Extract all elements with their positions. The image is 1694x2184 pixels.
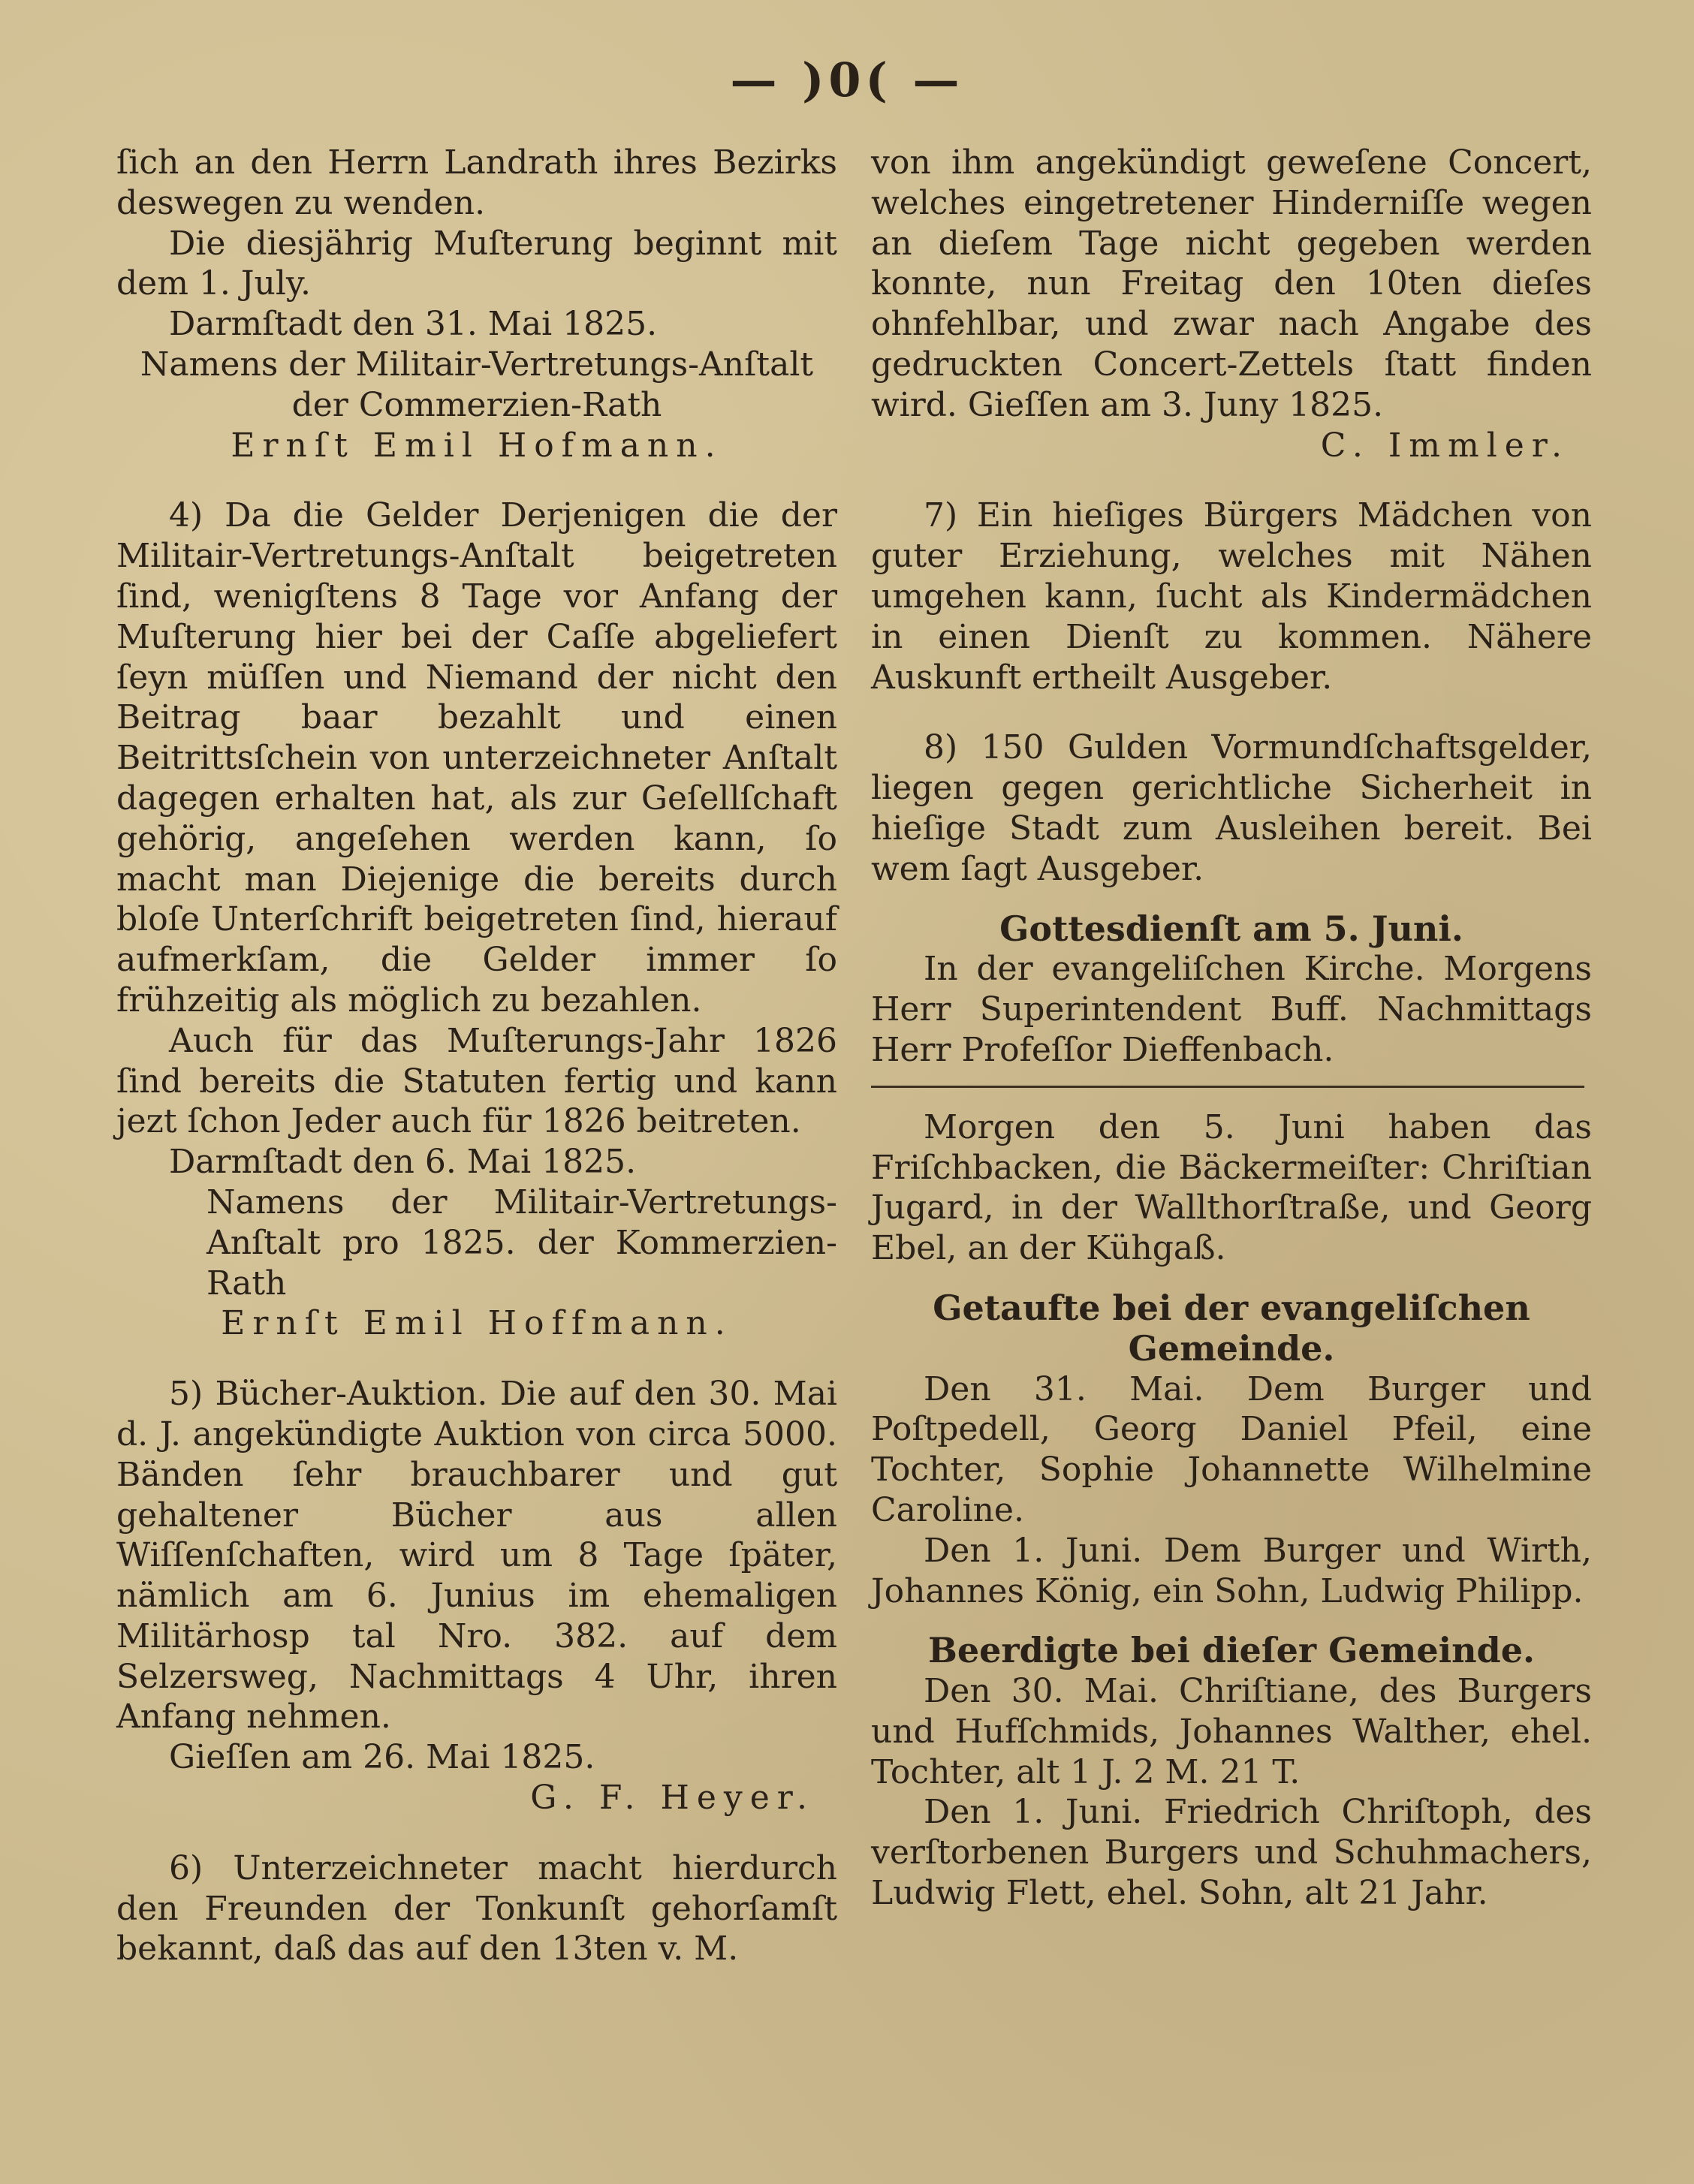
gottesdienst-heading: Gottesdienſt am 5. Juni. [999,908,1463,949]
page-header: — )0( — [730,53,964,107]
baecker-notice: Morgen den 5. Juni haben das Friſchbacken, die Bäckermeiſter: Chriſtian Jugard, in der Wallthorſtraße, und Georg Ebel, an der Kühgaß. [871,1107,1592,1268]
date-line: Darmſtadt den 6. Mai 1825. [169,1143,637,1182]
signature-name: Ernſt Emil Hofmann. [231,426,723,465]
signature-line: Namens der Militair-Vertretungs-Anſtalt [140,345,814,384]
beerdigte-heading: Beerdigte bei dieſer Gemeinde. [928,1630,1535,1671]
notice-4b: Auch für das Muſterungs-Jahr 1826 ſind bereits die Statuten fertig und kann jezt ſchon Jeder auch für 1826 beitreten. [116,1021,837,1141]
signature-name: G. F. Heyer. [530,1779,815,1818]
intro-text: ſich an den Herrn Landrath ihres Bezirks deswegen zu wenden. [116,143,837,222]
right-column [871,143,1592,1914]
getaufte-entry: Den 1. Juni. Dem Burger und Wirth, Johannes König, ein Sohn, Ludwig Philipp. [871,1531,1592,1610]
getaufte-heading: Getaufte bei der evangeliſchen Gemeinde. [933,1287,1530,1369]
musterung-text: Die diesjährig Muſterung beginnt mit dem 1. July. [116,224,837,303]
notice-5: 5) Bücher-Auktion. Die auf den 30. Mai d. J. angekündigte Auktion von circa 5000. Bänden ſehr brauchbarer und gut gehaltener Bücher aus allen Wiſſenſchaften, wird um 8 Tage ſpäter, nämlich am 6. Junius im ehemaligen Militärhosp tal Nro. 382. auf dem Selzersweg, Nachmittags 4 Uhr, ihren Anfang nehmen. [116,1375,837,1737]
notice-6-continued: von ihm angekündigt geweſene Concert, welches eingetretener Hinderniſſe wegen an dieſem Tage nicht gegeben werden konnte, nun Freitag den 10ten dieſes ohnfehlbar, und zwar nach Angabe des gedruckten Concert-Zettels ſtatt finden wird. Gieſſen am 3. Juny 1825. [871,143,1592,424]
beerdigte-entry: Den 1. Juni. Friedrich Chriſtoph, des verſtorbenen Burgers und Schuhmachers, Ludwig Flett, ehel. Sohn, alt 21 Jahr. [871,1793,1592,1913]
section-divider [871,1086,1584,1088]
getaufte-entry: Den 31. Mai. Dem Burger und Poſtpedell, Georg Daniel Pfeil, eine Tochter, Sophie Johannette Wilhelmine Caroline. [871,1369,1592,1529]
notice-8: 8) 150 Gulden Vormundſchaftsgelder, liegen gegen gerichtliche Sicherheit in hieſige Stadt zum Ausleihen bereit. Bei wem ſagt Ausgeber. [871,728,1592,888]
notice-4: 4) Da die Gelder Derjenigen die der Militair-Vertretungs-Anſtalt beigetreten ſind, wenigſtens 8 Tage vor Anfang der Muſterung hier bei der Caſſe abgeliefert ſeyn müſſen und Niemand der nicht den Beitrag baar bezahlt und einen Beitrittsſchein von unterzeichneter Anſtalt dagegen erhalten hat, als zur Geſellſchaft gehörig, angeſehen werden kann, ſo macht man Diejenige die bereits durch bloſe Unterſchrift beigetreten ſind, hierauf aufmerkſam, die Gelder immer ſo frühzeitig als möglich zu bezahlen. [116,496,837,1020]
beerdigte-entry: Den 30. Mai. Chriſtiane, des Burgers und Hufſchmids, Johannes Walther, ehel. Tochter, alt 1 J. 2 M. 21 T. [871,1672,1592,1791]
date-line: Gieſſen am 26. Mai 1825. [169,1738,595,1777]
gottesdienst-text: In der evangeliſchen Kirche. Morgens Herr Superintendent Buff. Nachmittags Herr Profeſſor Dieffenbach. [871,950,1592,1069]
signature-name: Ernſt Emil Hoffmann. [221,1304,733,1343]
signature-line: Namens der Militair-Vertretungs-Anſtalt pro 1825. der Kommerzien-Rath [206,1182,837,1303]
signature-line: der Commerzien-Rath [291,385,662,424]
notice-7: 7) Ein hieſiges Bürgers Mädchen von guter Erziehung, welches mit Nähen umgehen kann, ſucht als Kindermädchen in einen Dienſt zu kommen. Nähere Auskunft ertheilt Ausgeber. [871,496,1592,697]
notice-6: 6) Unterzeichneter macht hierdurch den Freunden der Tonkunſt gehorſamſt bekannt, daß das auf den 13ten v. M. [116,1848,837,1969]
left-column [116,143,837,1969]
signature-name: C. Immler. [1320,426,1569,465]
date-line: Darmſtadt den 31. Mai 1825. [169,305,658,344]
